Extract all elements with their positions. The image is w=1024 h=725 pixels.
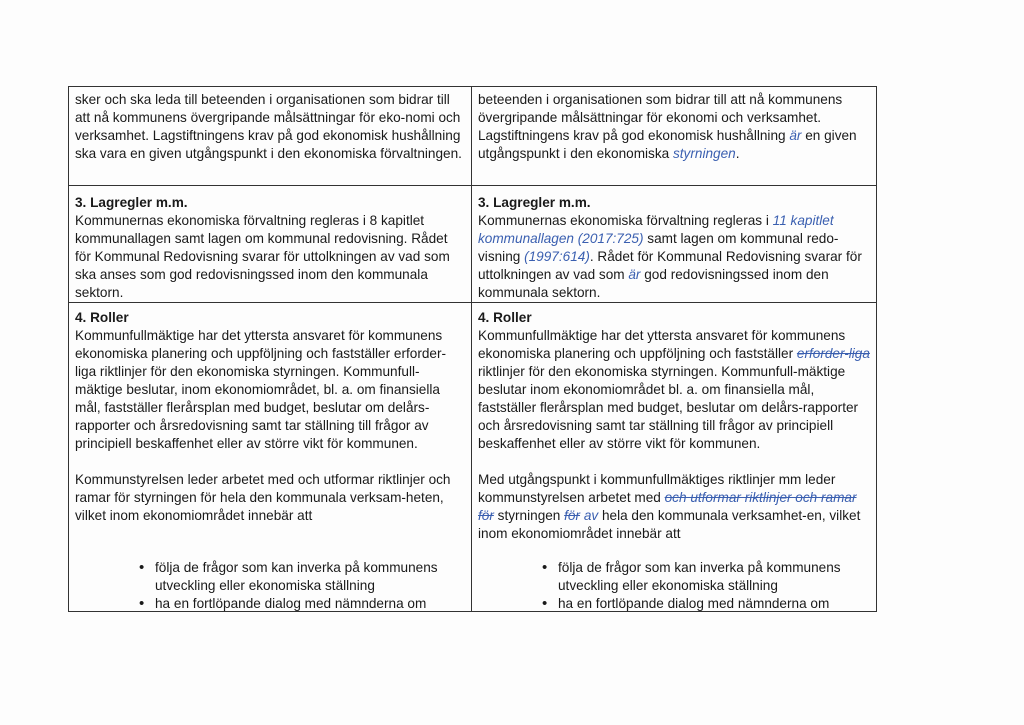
deleted-text: för — [564, 508, 581, 523]
inserted-text: (1997:614) — [524, 249, 590, 264]
list-item: • ha en fortlöpande dialog med nämnderna om — [478, 595, 870, 613]
table-row — [69, 186, 877, 303]
section-text: Kommunfullmäktige har det yttersta ansvaret för kommunens ekonomiska planering och uppföljning och fastställer erforder-liga riktlinjer för den ekonomiska styrningen. Kommunfull-mäktige beslutar inom ekonomiområdet bl. a. om finansiella mål, fastställer flerårsplan med budget, beslutar om delårs-rapporter och årsredovisning samt tar ställning till frågor av principiell beskaffenhet eller av större vikt för kommunen. — [478, 328, 870, 451]
section-text: Kommunfullmäktige har det yttersta ansvaret för kommunens ekonomiska planering och uppföljning och fastställer erforder-liga riktlinjer för den ekonomiska styrningen. Kommunfull-mäktige beslutar, inom ekonomiområdet, bl. a. om finansiella mål, fastställer flerårsplan med budget, beslutar om delårs-rapporter och årsredovisning samt tar ställning till frågor av principiell beskaffenhet eller av större vikt för kommunen. — [75, 328, 447, 451]
section-text: sker och ska leda till beteenden i organisationen som bidrar till att nå kommunens övergripande målsättningar för eko-nomi och verksamhet. Lagstiftningens krav på god ekonomisk hushållning ska vara en given utgångspunkt i den ekonomiska förvaltningen. — [75, 92, 462, 161]
inserted-text: är — [628, 267, 641, 282]
inserted-text: 11 kapitlet kommunallagen (2017:725) — [478, 213, 834, 246]
section-text: Kommunernas ekonomiska förvaltning regleras i 8 kapitlet kommunallagen samt lagen om kommunal redovisning. Rådet för Kommunal Redovisning svarar för uttolkningen av vad som ska anses som god redovisningssed inom den kommunala sektorn. — [75, 213, 450, 300]
section-heading: 3. Lagregler m.m. — [75, 195, 188, 210]
bullet-list — [478, 559, 870, 613]
section-heading: 4. Roller — [478, 310, 532, 325]
left-column-cell — [69, 186, 472, 303]
inserted-text: styrningen — [672, 146, 736, 161]
right-column-cell — [472, 87, 877, 186]
section-text: beteenden i organisationen som bidrar till att nå kommunens övergripande målsättningar för ekonomi och verksamhet. Lagstiftningens krav på god ekonomisk hushållning är en given utgångspunkt i den ekonomiska styrningen. — [478, 92, 857, 161]
table-row — [69, 87, 877, 186]
table-row — [69, 303, 877, 612]
section-text: Med utgångspunkt i kommunfullmäktiges riktlinjer mm leder kommunstyrelsen arbetet med och utformar riktlinjer och ramar för styrningen för av hela den kommunala verksamhet-en, vilket inom ekonomiområdet innebär att — [478, 472, 861, 541]
right-column-cell — [472, 303, 877, 612]
list-item: • följa de frågor som kan inverka på kommunens utveckling eller ekonomiska ställning — [75, 559, 465, 595]
inserted-text: är — [789, 128, 802, 143]
list-item: • följa de frågor som kan inverka på kommunens utveckling eller ekonomiska ställning — [478, 559, 870, 595]
bullet-list — [75, 559, 465, 613]
section-text: Kommunstyrelsen leder arbetet med och utformar riktlinjer och ramar för styrningen för hela den kommunala verksam-heten, vilket inom ekonomiområdet innebär att — [75, 472, 451, 523]
deleted-text: och utformar riktlinjer och ramar för — [478, 490, 857, 523]
section-heading: 4. Roller — [75, 310, 129, 325]
left-column-cell — [69, 87, 472, 186]
comparison-table — [68, 86, 877, 612]
deleted-text: erforder-liga — [796, 346, 870, 361]
right-column-cell — [472, 186, 877, 303]
list-item: • ha en fortlöpande dialog med nämnderna om — [75, 595, 465, 613]
inserted-text: av — [583, 508, 599, 523]
section-heading: 3. Lagregler m.m. — [478, 195, 591, 210]
left-column-cell — [69, 303, 472, 612]
section-text: Kommunernas ekonomiska förvaltning regleras i 11 kapitlet kommunallagen (2017:725) samt lagen om kommunal redo-visning (1997:614). Rådet för Kommunal Redovisning svarar för uttolkningen av vad som är god redovisningssed inom den kommunala sektorn. — [478, 213, 862, 300]
